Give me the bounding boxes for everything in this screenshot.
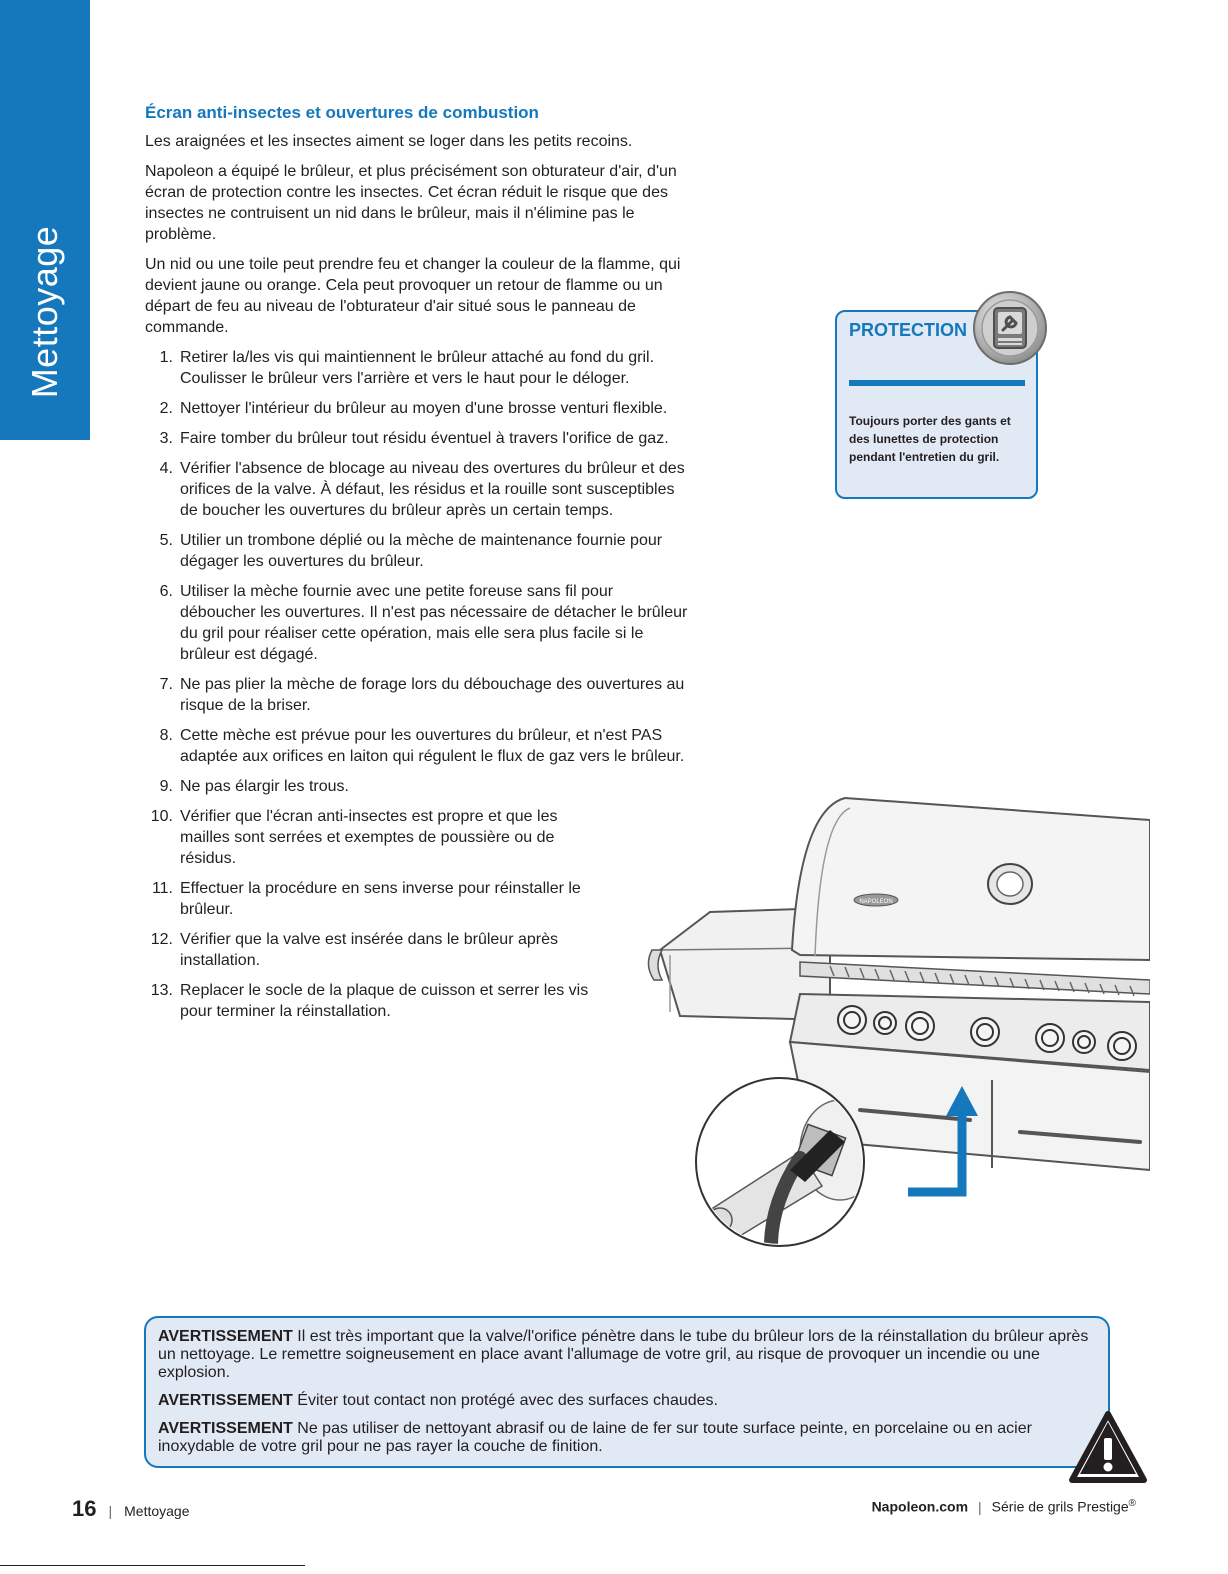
- step-number: 3.: [159, 430, 173, 447]
- screen-paragraph: Napoleon a équipé le brûleur, et plus précisément son obturateur d'air, d'un écran de protection contre les insectes. Cet écran réduit le risque que des insectes ne contruisent un nid dans le brûleur, mais il n'élimine pas le problème.: [145, 163, 677, 243]
- warning-item: [158, 1328, 1096, 1382]
- step-number: 9.: [159, 778, 173, 795]
- protection-text: Toujours porter des gants et des lunettes de protection pendant l'entretien du gril.: [849, 414, 1011, 464]
- step-item: [145, 929, 690, 971]
- step-number: 6.: [159, 583, 173, 600]
- bottom-rule: [0, 1565, 305, 1566]
- step-item: [145, 725, 690, 767]
- step-item: [145, 980, 690, 1022]
- footer-right: [872, 1498, 1136, 1515]
- cleaning-steps-list: [145, 347, 690, 1022]
- warning-item: [158, 1420, 1096, 1456]
- main-content: [145, 102, 690, 1031]
- protection-title: PROTECTION: [849, 320, 968, 340]
- step-text: Replacer le socle de la plaque de cuisson et serrer les vis pour terminer la réinstallation.: [180, 982, 589, 1020]
- step-text: Vérifier l'absence de blocage au niveau des overtures du brûleur et des orifices de la valve. À défaut, les résidus et la rouille sont susceptibles de boucher les ouvertures du brûleur après un certain temps.: [180, 460, 685, 519]
- step-number: 2.: [159, 400, 173, 417]
- step-text: Cette mèche est prévue pour les ouvertures du brûleur, et n'est PAS adaptée aux orifices en laiton qui régulent le flux de gaz vers le brûleur.: [180, 727, 685, 765]
- intro-paragraph: Les araignées et les insectes aiment se loger dans les petits recoins.: [145, 133, 633, 150]
- warning-label: AVERTISSEMENT: [158, 1328, 293, 1345]
- step-number: 1.: [159, 349, 173, 366]
- warning-label: AVERTISSEMENT: [158, 1392, 293, 1409]
- warning-text: Éviter tout contact non protégé avec des surfaces chaudes.: [297, 1392, 718, 1409]
- step-number: 11.: [151, 880, 173, 897]
- step-item: [145, 674, 690, 716]
- logo-text: NAPOLEON: [859, 899, 893, 905]
- step-number: 4.: [159, 460, 173, 477]
- protection-divider: [849, 380, 1025, 386]
- warning-triangle-icon: [1068, 1410, 1148, 1486]
- footer-separator: |: [978, 1498, 982, 1515]
- registered-mark: ®: [1128, 1498, 1136, 1509]
- step-item: [145, 776, 690, 797]
- step-item: [145, 347, 690, 389]
- step-text: Nettoyer l'intérieur du brûleur au moyen d'une brosse venturi flexible.: [180, 400, 668, 417]
- footer-series: Série de grils Prestige: [991, 1498, 1129, 1515]
- side-section-tab: [0, 0, 90, 440]
- step-number: 5.: [159, 532, 173, 549]
- step-text: Utilier un trombone déplié ou la mèche de maintenance fournie pour dégager les ouvertures du brûleur.: [180, 532, 663, 570]
- section-heading: Écran anti-insectes et ouvertures de combustion: [145, 103, 539, 122]
- step-item: [145, 428, 690, 449]
- step-item: [145, 458, 690, 521]
- grill-lid: [792, 798, 1150, 960]
- step-number: 10.: [150, 808, 173, 825]
- step-number: 13.: [150, 982, 173, 999]
- step-text: Retirer la/les vis qui maintiennent le brûleur attaché au fond du gril. Coulisser le brûleur vers l'arrière et vers le haut pour le déloger.: [180, 349, 655, 387]
- manual-wrench-icon: [972, 290, 1048, 366]
- side-section-label: Mettoyage: [24, 225, 65, 399]
- step-text: Utiliser la mèche fournie avec une petite foreuse sans fil pour déboucher les ouvertures. Il n'est pas nécessaire de détacher le brûleur du gril pour réaliser cette opération, mais elle sera plus facile si le brûleur est dégagé.: [180, 583, 688, 663]
- warning-text: Il est très important que la valve/l'orifice pénètre dans le tube du brûleur lors de la réinstallation du brûleur après un nettoyage. Le remettre soigneusement en place avant l'allumage de votre gril, au risque de provoquer un incendie ou une explosion.: [158, 1328, 1089, 1381]
- warning-label: AVERTISSEMENT: [158, 1420, 293, 1437]
- warning-box: [144, 1316, 1110, 1468]
- step-text: Faire tomber du brûleur tout résidu éventuel à travers l'orifice de gaz.: [180, 430, 669, 447]
- step-number: 8.: [159, 727, 173, 744]
- step-item: [145, 530, 690, 572]
- step-text: Vérifier que la valve est insérée dans le brûleur après installation.: [180, 931, 558, 969]
- step-text: Ne pas plier la mèche de forage lors du débouchage des ouvertures au risque de la briser.: [180, 676, 685, 714]
- grill-burner-cleaning-illustration: [640, 780, 1150, 1280]
- page-number: 16: [72, 1496, 97, 1521]
- step-item: [145, 398, 690, 419]
- warning-text: Ne pas utiliser de nettoyant abrasif ou de laine de fer sur toute surface peinte, en porcelaine ou en acier inoxydable de votre gril pour ne pas rayer la couche de finition.: [158, 1420, 1032, 1455]
- step-text: Vérifier que l'écran anti-insectes est propre et que les mailles sont serrées et exemptes de poussière ou de résidus.: [180, 808, 558, 867]
- footer-left: [72, 1496, 190, 1522]
- step-item: [145, 581, 690, 665]
- footer-separator: |: [108, 1503, 113, 1519]
- risk-paragraph: Un nid ou une toile peut prendre feu et changer la couleur de la flamme, qui devient jaune ou orange. Cela peut provoquer un retour de flamme ou un départ de feu au niveau de l'obturateur d'air situé sous le panneau de commande.: [145, 256, 681, 336]
- step-text: Ne pas élargir les trous.: [180, 778, 349, 795]
- step-item: [145, 878, 690, 920]
- step-item: [145, 806, 690, 869]
- footer-section-name: Mettoyage: [124, 1503, 190, 1519]
- step-number: 12.: [150, 931, 173, 948]
- step-number: 7.: [159, 676, 173, 693]
- footer-website: Napoleon.com: [871, 1498, 969, 1515]
- warning-item: [158, 1392, 1096, 1410]
- step-text: Effectuer la procédure en sens inverse pour réinstaller le brûleur.: [180, 880, 581, 918]
